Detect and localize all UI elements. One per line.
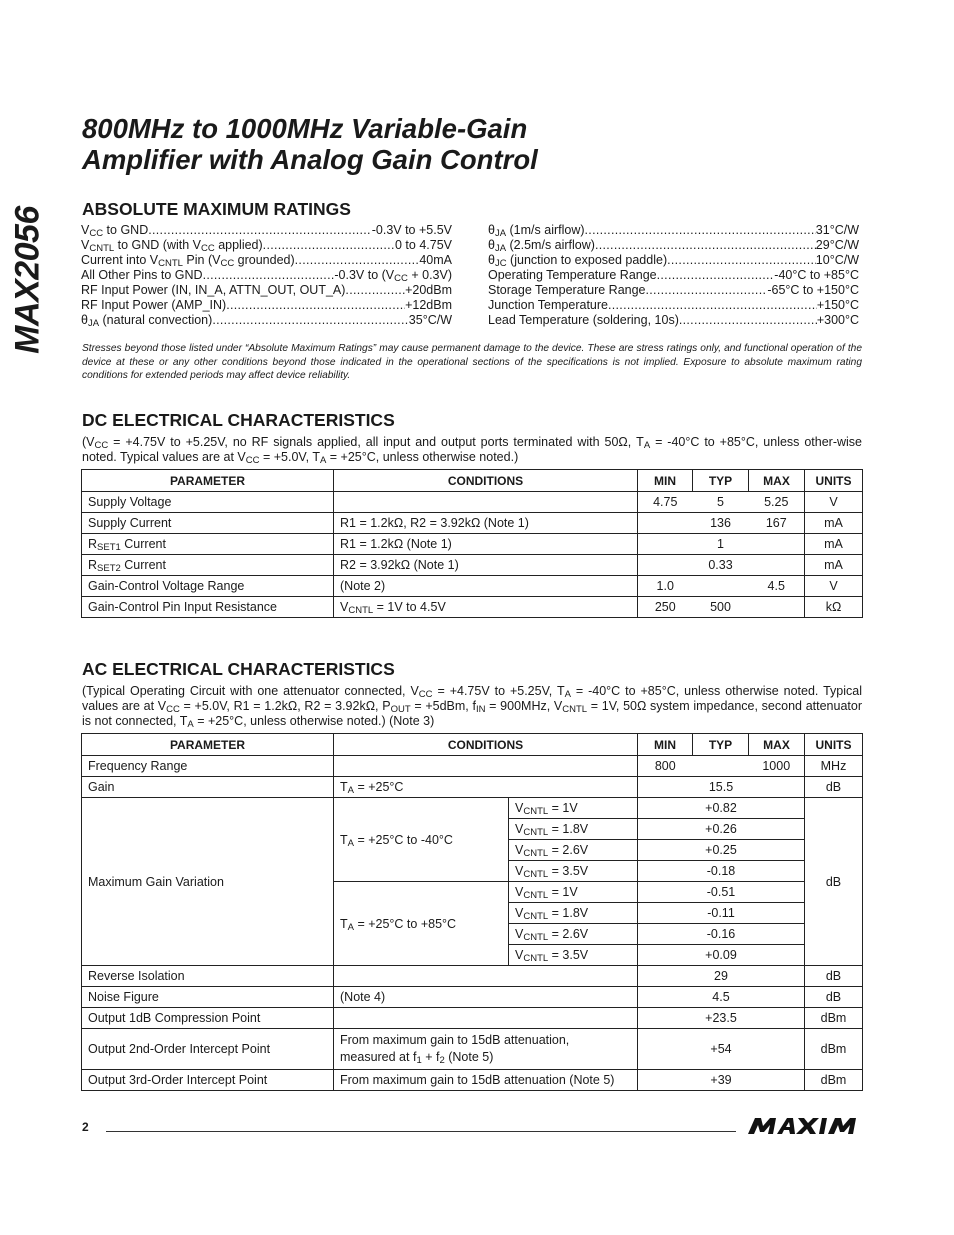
cell-min <box>638 534 693 555</box>
cell-typ: +0.82 <box>638 798 805 819</box>
stress-note: Stresses beyond those listed under “Absolute Maximum Ratings” may cause permanent damage to the device. These are stress ratings only, and functional operation of the device at these or any other conditions beyond those indicated in the operational sections of the specifications is not implied. Exposure to absolute maximum rating conditions for extended periods may affect device reliability. <box>82 343 862 381</box>
title-line-1: 800MHz to 1000MHz Variable-Gain <box>82 113 528 144</box>
rating-label: Junction Temperature <box>488 298 608 312</box>
rating-row <box>81 223 452 238</box>
rating-label: $\theta_{JA}$ (natural convection) <box>81 313 213 329</box>
cell-units: dB <box>805 777 863 798</box>
cell-typ: +39 <box>638 1070 805 1091</box>
cell-parameter: Reverse Isolation <box>82 966 334 987</box>
col-typ: TYP <box>693 470 749 492</box>
cell-units: MHz <box>805 756 863 777</box>
rating-row <box>488 223 859 238</box>
dc-table <box>81 469 863 618</box>
rating-value: -40°C to +85°C <box>774 268 859 282</box>
abs-max-heading: ABSOLUTE MAXIMUM RATINGS <box>82 199 351 219</box>
abs-max-left-list <box>81 223 452 328</box>
cell-vcntl: $V_{CNTL} = 2.6V$ <box>509 924 638 945</box>
cell-typ <box>693 756 749 777</box>
ac-heading: AC ELECTRICAL CHARACTERISTICS <box>82 659 395 679</box>
ac-conditions: (Typical Operating Circuit with one attenuator connected, $V_{CC} = +4.75V$ to +5.25V, $T_A = -40^\circ C$ to +85°C, unless otherwise noted. Typical values are at $V_{CC} = +5.0V$, R1 = 1.2kΩ, R2 = 3.92kΩ, $P_{OUT} = +5dBm$, $f_{IN} = 900MHz$, $V_{CNTL} = 1V$, 50Ω system impedance, second attenuator is not connected, $T_A = +25^\circ C$, unless otherwise noted.) (Note 3) <box>82 684 862 730</box>
table-row <box>82 798 863 819</box>
col-units: UNITS <box>805 470 863 492</box>
cell-conditions: R2 = 3.92kΩ (Note 1) <box>334 555 638 576</box>
cell-min: 1.0 <box>638 576 693 597</box>
rating-value: 0 to 4.75V <box>395 238 452 252</box>
cell-conditions-line-2: measured at $f_1 + f_2$ (Note 5) <box>340 1050 494 1066</box>
rating-label: RF Input Power (AMP_IN) <box>81 298 227 312</box>
rating-value: 10°C/W <box>815 253 859 267</box>
cell-vcntl: $V_{CNTL} = 3.5V$ <box>509 945 638 966</box>
col-units: UNITS <box>805 734 863 756</box>
cell-parameter: $R_{SET1}$ Current <box>82 534 334 555</box>
cell-max: 4.5 <box>749 576 805 597</box>
cell-typ: +0.09 <box>638 945 805 966</box>
rating-row <box>81 283 452 298</box>
rating-label: RF Input Power (IN, IN_A, ATTN_OUT, OUT_A) <box>81 283 346 297</box>
cell-typ: 5 <box>693 492 749 513</box>
cell-units: dBm <box>805 1070 863 1091</box>
cell-typ <box>693 576 749 597</box>
maxim-logo-graphic <box>746 1114 858 1138</box>
rating-label: All Other Pins to GND <box>81 268 203 282</box>
rating-value: +12dBm <box>405 298 452 312</box>
maxim-logo <box>746 1114 858 1143</box>
cell-conditions <box>334 756 638 777</box>
cell-max: 5.25 <box>749 492 805 513</box>
cell-units: mA <box>805 555 863 576</box>
cell-min <box>638 513 693 534</box>
cell-conditions <box>334 966 638 987</box>
cell-conditions: From maximum gain to 15dB attenuation (Note 5) <box>334 1070 638 1091</box>
cell-parameter: Noise Figure <box>82 987 334 1008</box>
cell-units: dBm <box>805 1029 863 1070</box>
cell-vcntl: $V_{CNTL} = 3.5V$ <box>509 861 638 882</box>
dc-heading: DC ELECTRICAL CHARACTERISTICS <box>82 410 395 430</box>
rating-label: $\theta_{JA}$ (2.5m/s airflow) <box>488 238 595 254</box>
rating-value: +150°C <box>816 298 859 312</box>
cell-typ: -0.16 <box>638 924 805 945</box>
rating-row <box>488 298 859 313</box>
cell-max <box>749 555 805 576</box>
rating-row <box>488 238 859 253</box>
cell-units: dB <box>805 987 863 1008</box>
cell-units: V <box>805 492 863 513</box>
cell-parameter: Maximum Gain Variation <box>82 798 334 966</box>
cell-typ: -0.51 <box>638 882 805 903</box>
rating-value: 31°C/W <box>815 223 859 237</box>
cell-conditions <box>334 492 638 513</box>
rating-label: Current into $V_{CNTL}$ Pin ($V_{CC}$ grounded) <box>81 253 295 269</box>
cell-vcntl: $V_{CNTL} = 1.8V$ <box>509 819 638 840</box>
side-part-number <box>6 200 50 360</box>
ac-table <box>81 733 863 1091</box>
cell-max: 167 <box>749 513 805 534</box>
table-row <box>82 1008 863 1029</box>
cell-parameter: Gain-Control Pin Input Resistance <box>82 597 334 618</box>
rating-row <box>81 313 452 328</box>
cell-temp-condition: $T_A = +25^\circ C$ to +85°C <box>334 882 509 966</box>
cell-parameter: Supply Current <box>82 513 334 534</box>
table-row <box>82 597 863 618</box>
cell-max <box>749 597 805 618</box>
cell-max: 1000 <box>749 756 805 777</box>
cell-min: 250 <box>638 597 693 618</box>
cell-parameter: $R_{SET2}$ Current <box>82 555 334 576</box>
table-row <box>82 555 863 576</box>
side-part-text: MAX2056 <box>8 206 47 354</box>
table-row <box>82 1029 863 1070</box>
rating-row <box>488 283 859 298</box>
cell-vcntl: $V_{CNTL} = 1V$ <box>509 798 638 819</box>
col-min: MIN <box>638 734 693 756</box>
cell-units: kΩ <box>805 597 863 618</box>
rating-value: 35°C/W <box>408 313 452 327</box>
rating-row <box>488 268 859 283</box>
rating-value: +20dBm <box>405 283 452 297</box>
table-row <box>82 966 863 987</box>
cell-conditions: (Note 2) <box>334 576 638 597</box>
cell-temp-condition: $T_A = +25^\circ C$ to -40°C <box>334 798 509 882</box>
footer-rule <box>106 1131 736 1132</box>
rating-value: 29°C/W <box>815 238 859 252</box>
table-header-row <box>82 470 863 492</box>
cell-units: dB <box>805 966 863 987</box>
table-row <box>82 492 863 513</box>
cell-conditions <box>334 1008 638 1029</box>
cell-typ: +0.26 <box>638 819 805 840</box>
rating-row <box>488 313 859 328</box>
rating-value: 40mA <box>419 253 452 267</box>
rating-label: $V_{CNTL}$ to GND (with $V_{CC}$ applied) <box>81 238 263 254</box>
col-conditions: CONDITIONS <box>334 734 638 756</box>
cell-parameter: Output 1dB Compression Point <box>82 1008 334 1029</box>
cell-typ: +0.25 <box>638 840 805 861</box>
cell-typ: -0.18 <box>638 861 805 882</box>
rating-label: $\theta_{JC}$ (junction to exposed paddle) <box>488 253 668 269</box>
rating-label: Storage Temperature Range <box>488 283 646 297</box>
cell-typ: 136 <box>693 513 749 534</box>
cell-parameter: Output 2nd-Order Intercept Point <box>82 1029 334 1070</box>
col-parameter: PARAMETER <box>82 734 334 756</box>
cell-typ: 15.5 <box>638 777 805 798</box>
rating-label: $\theta_{JA}$ (1m/s airflow) <box>488 223 585 239</box>
rating-label: Operating Temperature Range <box>488 268 657 282</box>
cell-units: dBm <box>805 1008 863 1029</box>
cell-conditions: $V_{CNTL} = 1V$ to 4.5V <box>334 597 638 618</box>
cell-units: V <box>805 576 863 597</box>
page-title <box>82 113 862 175</box>
rating-value: -65°C to +150°C <box>767 283 859 297</box>
cell-typ: -0.11 <box>638 903 805 924</box>
cell-units: dB <box>805 798 863 966</box>
rating-row <box>81 238 452 253</box>
cell-parameter: Output 3rd-Order Intercept Point <box>82 1070 334 1091</box>
cell-units: mA <box>805 534 863 555</box>
cell-typ: 29 <box>638 966 805 987</box>
cell-units: mA <box>805 513 863 534</box>
col-conditions: CONDITIONS <box>334 470 638 492</box>
table-row <box>82 1070 863 1091</box>
title-line-2: Amplifier with Analog Gain Control <box>82 144 538 175</box>
cell-min <box>638 555 693 576</box>
rating-row <box>81 268 452 283</box>
abs-max-right-list <box>488 223 859 328</box>
cell-parameter: Frequency Range <box>82 756 334 777</box>
rating-value: -0.3V to $(V_{CC} + 0.3V)$ <box>334 268 452 284</box>
table-row <box>82 777 863 798</box>
rating-label: Lead Temperature (soldering, 10s) <box>488 313 679 327</box>
cell-typ: +23.5 <box>638 1008 805 1029</box>
cell-typ: 4.5 <box>638 987 805 1008</box>
table-row <box>82 513 863 534</box>
rating-row <box>81 298 452 313</box>
cell-min: 4.75 <box>638 492 693 513</box>
rating-value: +300°C <box>816 313 859 327</box>
cell-typ: 500 <box>693 597 749 618</box>
cell-conditions-line-1: From maximum gain to 15dB attenuation, <box>340 1033 570 1047</box>
cell-conditions: (Note 4) <box>334 987 638 1008</box>
rating-row <box>81 253 452 268</box>
rating-label: $V_{CC}$ to GND <box>81 223 149 239</box>
page-number: 2 <box>82 1120 89 1134</box>
col-parameter: PARAMETER <box>82 470 334 492</box>
cell-vcntl: $V_{CNTL} = 1.8V$ <box>509 903 638 924</box>
col-max: MAX <box>749 734 805 756</box>
cell-conditions: R1 = 1.2kΩ (Note 1) <box>334 534 638 555</box>
table-row <box>82 576 863 597</box>
rating-value: -0.3V to +5.5V <box>371 223 452 237</box>
col-min: MIN <box>638 470 693 492</box>
cell-parameter: Gain-Control Voltage Range <box>82 576 334 597</box>
table-row <box>82 756 863 777</box>
cell-vcntl: $V_{CNTL} = 1V$ <box>509 882 638 903</box>
col-typ: TYP <box>693 734 749 756</box>
table-header-row <box>82 734 863 756</box>
cell-max <box>749 534 805 555</box>
cell-vcntl: $V_{CNTL} = 2.6V$ <box>509 840 638 861</box>
table-row <box>82 987 863 1008</box>
cell-typ: +54 <box>638 1029 805 1070</box>
cell-conditions: $T_A = +25^\circ C$ <box>334 777 638 798</box>
cell-conditions <box>334 1029 638 1070</box>
col-max: MAX <box>749 470 805 492</box>
cell-parameter: Gain <box>82 777 334 798</box>
cell-min: 800 <box>638 756 693 777</box>
rating-row <box>488 253 859 268</box>
cell-parameter: Supply Voltage <box>82 492 334 513</box>
table-row <box>82 534 863 555</box>
cell-typ: 0.33 <box>693 555 749 576</box>
cell-typ: 1 <box>693 534 749 555</box>
dc-conditions: ($V_{CC} = +4.75V$ to +5.25V, no RF signals applied, all input and output ports terminated with 50Ω, $T_A = -40^\circ C$ to +85°C, unless other-wise noted. Typical values are at $V_{CC} = +5.0V$, $T_A = +25^\circ C$, unless otherwise noted.) <box>82 435 863 466</box>
cell-conditions: R1 = 1.2kΩ, R2 = 3.92kΩ (Note 1) <box>334 513 638 534</box>
